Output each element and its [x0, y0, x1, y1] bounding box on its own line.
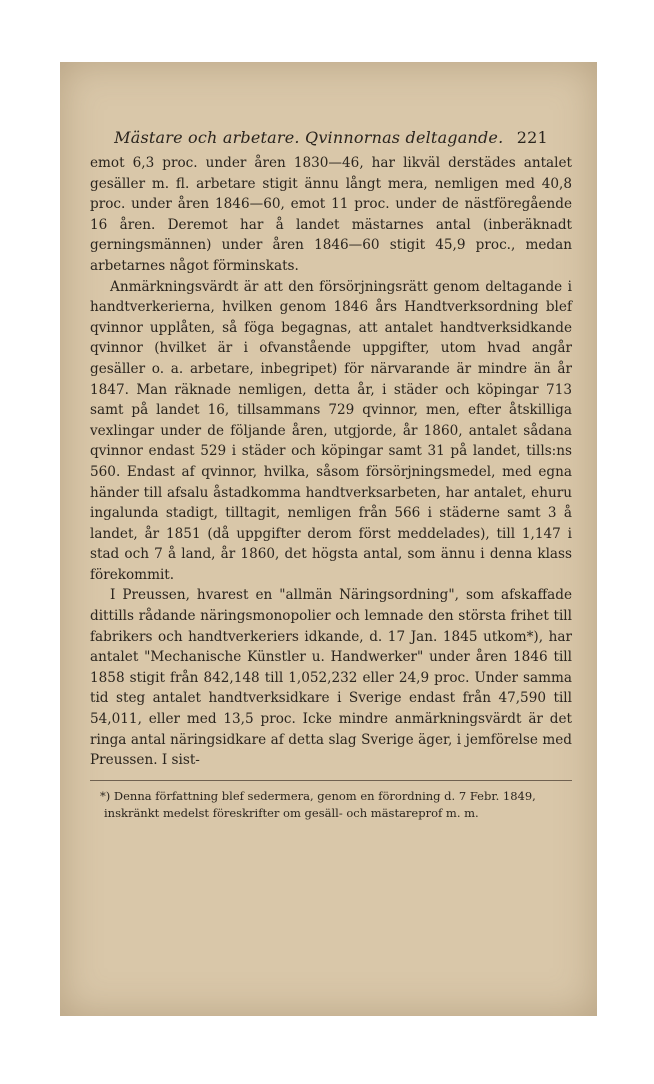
paragraph-women-trades: Anmärkningsvärdt är att den försörjningsrätt genom deltagande i handtverkerierna, hvilken genom 1846 års Handtverksordning blef qvinnor upplåten, så föga begagnas, att antalet handtverksidkande qvinnor (hvilket är i ofvanstående uppgifter, utom hvad angår gesäller o. a. arbetare, inbegripet) för närvarande är mindre än år 1847. Man räknade nemligen, detta år, i städer och köpingar 713 samt på landet 16, tillsammans 729 qvinnor, men, efter åtskilliga vexlingar under de följande åren, utgjorde, år 1860, antalet sådana qvinnor endast 529 i städer och köpingar samt 31 på landet, tills:ns 560. Endast af qvinnor, hvilka, såsom försörjningsmedel, med egna händer till afsalu åstadkomma handtverksarbeten, har antalet, ehuru ingalunda stadigt, tilltagit, nemligen från 566 i städerne samt 3 å landet, år 1851 (då uppgifter derom först meddelades), till 1,147 i stad och 7 å land, år 1860, det högsta antal, som ännu i denna klass förekommit.: [90, 278, 572, 583]
footnote: *) Denna författning blef sedermera, genom en förordning d. 7 Febr. 1849, inskränkt medelst föreskrifter om gesäll- och mästareprof m. m.: [100, 788, 536, 820]
page-text: [90, 128, 572, 822]
running-title: Mästare och arbetare. Qvinnornas deltagande.: [114, 128, 504, 147]
paragraph-continuation: emot 6,3 proc. under åren 1830—46, har likväl derstädes antalet gesäller m. fl. arbetare stigit ännu långt mera, nemligen med 40,8 proc. under åren 1846—60, emot 11 proc. under de nästföregående 16 åren. Deremot har å landet mästarnes antal (inberäknadt gerningsmännen) under åren 1846—60 stigit 45,9 proc., medan arbetarnes något förminskats.: [90, 155, 572, 274]
paragraph-preussen: I Preussen, hvarest en "allmän Näringsordning", som afskaffade dittills rådande näringsmonopolier och lemnade den största frihet till fabrikers och handtverkeriers idkande, d. 17 Jan. 1845 utkom*), har antalet "Mechanische Künstler u. Handwerker" under åren 1846 till 1858 stigit från 842,148 till 1,052,232 eller 24,9 proc. Under samma tid steg antalet handtverksidkare i Sverige endast från 47,590 till 54,011, eller med 13,5 proc. Icke mindre anmärkningsvärdt är det ringa antal näringsidkare af detta slag Sverige äger, i jemförelse med Preussen. I sist-: [90, 587, 572, 769]
book-page: [60, 62, 597, 1016]
page-number: 221: [516, 128, 548, 147]
running-header: [90, 128, 572, 147]
footnote-divider: [90, 780, 572, 781]
